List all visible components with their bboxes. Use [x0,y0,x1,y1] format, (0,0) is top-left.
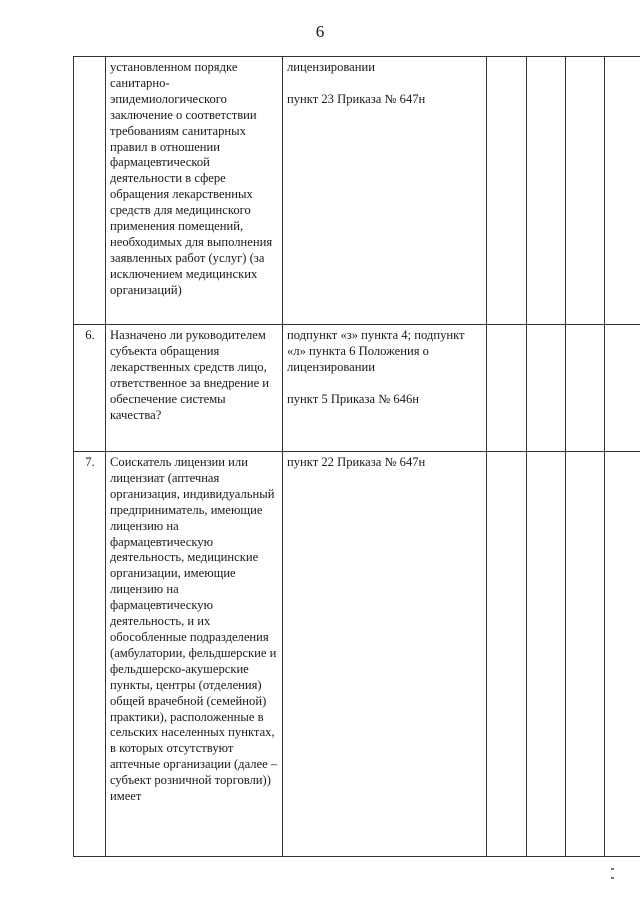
table-row [74,325,640,452]
answer-cell [566,452,605,857]
answer-cell [605,452,640,857]
answer-cell [605,57,640,325]
reference-cell [283,57,487,325]
answer-cell [487,452,527,857]
question-cell: установленном порядке санитарно-эпидемиологического заключение о соответствии требованиям санитарных правил в отношении фармацевтической деятельности в сфере обращения лекарственных средств для медицинского применения помещений, необходимых для выполнения заявленных работ (услуг) (за исключением медицинских организаций) [106,57,283,325]
answer-cell [527,325,566,452]
scan-mark [611,868,614,870]
answer-cell [487,57,527,325]
scan-mark [611,877,614,879]
row-number [74,57,106,325]
answer-cell [527,57,566,325]
reference-text: пункт 5 Приказа № 646н [287,391,419,406]
answer-cell [487,325,527,452]
page-number: 6 [315,22,325,41]
answer-cell [605,325,640,452]
reference-cell [283,452,487,857]
table-row [74,57,640,325]
row-number: 6. [74,325,106,452]
reference-text: пункт 22 Приказа № 647н [287,455,426,469]
question-cell: Назначено ли руководителем субъекта обращения лекарственных средств лицо, ответственное за внедрение и обеспечение системы качества? [106,325,283,452]
row-number: 7. [74,452,106,857]
checklist-table [73,56,640,857]
answer-cell [566,57,605,325]
answer-cell [566,325,605,452]
answer-cell [527,452,566,857]
table-row [74,452,640,857]
reference-text: пункт 23 Приказа № 647н [287,91,426,106]
question-cell: Соискатель лицензии или лицензиат (аптечная организация, индивидуальный предприниматель, имеющие лицензию на фармацевтическую деятельность, медицинские организации, имеющие лицензию на фармацевтическую деятельность, и их обособленные подразделения (амбулатории, фельдшерские и фельдшерско-акушерские пункты, центры (отделения) общей врачебной (семейной) практики), расположенные в сельских населенных пунктах, в которых отсутствуют аптечные организации (далее – субъект розничной торговли)) имеет [106,452,283,857]
reference-text: подпункт «з» пункта 4; подпункт «л» пункта 6 Положения о лицензировании [287,328,465,374]
reference-text: лицензировании [287,60,375,74]
reference-cell [283,325,487,452]
